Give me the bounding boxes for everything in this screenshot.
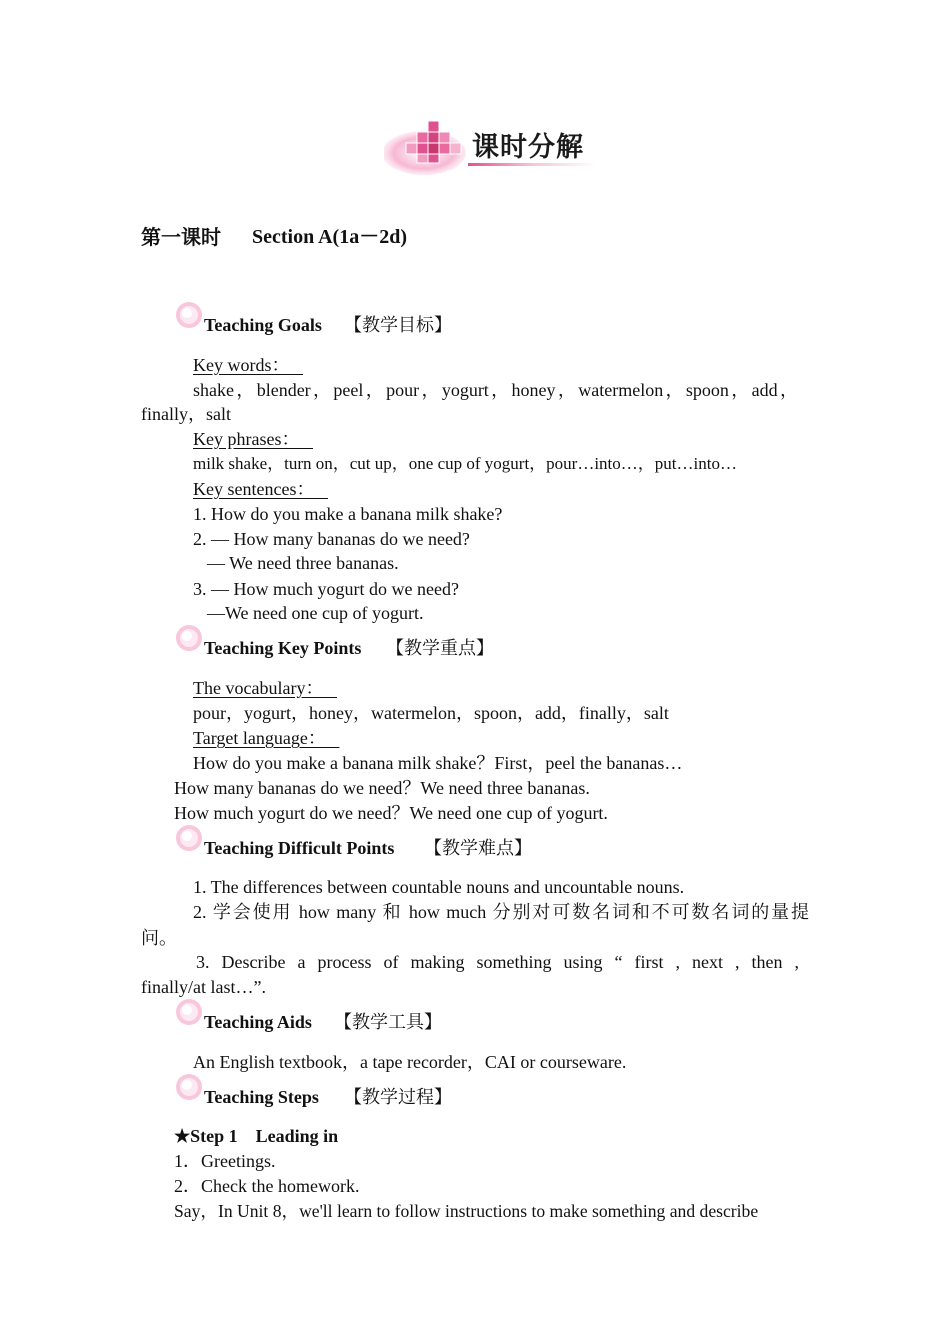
- vocab-label: The vocabulary：: [193, 678, 324, 698]
- flower-bullet-icon: [174, 1072, 204, 1102]
- difficult-title-cn: 【教学难点】: [424, 838, 532, 858]
- lesson-section: Section A(1a－2d): [252, 226, 407, 248]
- key-sentence-1: 1. How do you make a banana milk shake?: [193, 504, 503, 524]
- goals-title-cn: 【教学目标】: [344, 315, 452, 335]
- banner-underline: [468, 163, 596, 166]
- step1-item-2: 2．Check the homework.: [174, 1176, 360, 1196]
- key-sentence-3-q: 3. — How much yogurt do we need?: [193, 579, 459, 599]
- difficult-1: 1. The differences between countable nouns and uncountable nouns.: [193, 877, 685, 897]
- banner-title: 课时分解: [472, 132, 584, 163]
- difficult-2-line1: 2. 学会使用 how many 和 how much 分别对可数名词和不可数名词的量提: [193, 902, 809, 922]
- steps-title: Teaching Steps: [204, 1087, 319, 1107]
- key-points-title-cn: 【教学重点】: [386, 638, 494, 658]
- key-words-label: Key words：: [193, 355, 290, 375]
- flower-bullet-icon: [174, 823, 204, 853]
- key-words-line2: finally，salt: [141, 404, 231, 424]
- target-1: How do you make a banana milk shake？First，peel the bananas…: [193, 753, 683, 773]
- target-2: How many bananas do we need？We need three bananas.: [174, 778, 590, 798]
- difficult-title: Teaching Difficult Points: [204, 838, 395, 858]
- target-label: Target language：: [193, 728, 326, 748]
- key-sentences-label: Key sentences：: [193, 479, 315, 499]
- difficult-3-line1: 3. Describe a process of making something using “ first , next , then ,: [196, 952, 799, 972]
- vocab: pour，yogurt，honey，watermelon，spoon，add，finally，salt: [193, 703, 669, 723]
- cubes-logo-icon: [384, 113, 474, 175]
- header-banner: [384, 113, 600, 175]
- key-sentence-2-a: — We need three bananas.: [207, 553, 399, 573]
- key-words-line1: shake，blender，peel，pour，yogurt，honey，watermelon，spoon，add，: [193, 380, 798, 400]
- step1-heading: ★Step 1 Leading in: [174, 1126, 339, 1146]
- goals-title: Teaching Goals: [204, 315, 322, 335]
- step1-item-1: 1．Greetings.: [174, 1151, 276, 1171]
- target-3: How much yogurt do we need？We need one cup of yogurt.: [174, 803, 608, 823]
- flower-bullet-icon: [174, 997, 204, 1027]
- key-phrases: milk shake，turn on，cut up，one cup of yogurt，pour…into…，put…into…: [193, 454, 737, 473]
- key-points-title: Teaching Key Points: [204, 638, 362, 658]
- flower-bullet-icon: [174, 623, 204, 653]
- key-sentence-2-q: 2. — How many bananas do we need?: [193, 529, 470, 549]
- flower-bullet-icon: [174, 300, 204, 330]
- difficult-2-line2: 问。: [141, 928, 177, 948]
- aids-text: An English textbook，a tape recorder，CAI or courseware.: [193, 1052, 627, 1072]
- lesson-label: 第一课时: [141, 225, 221, 249]
- steps-title-cn: 【教学过程】: [344, 1087, 452, 1107]
- difficult-3-line2: finally/at last…”.: [141, 977, 266, 997]
- step1-say: Say，In Unit 8，we'll learn to follow instructions to make something and describe: [174, 1201, 759, 1221]
- key-phrases-label: Key phrases：: [193, 429, 300, 449]
- aids-title-cn: 【教学工具】: [334, 1012, 442, 1032]
- aids-title: Teaching Aids: [204, 1012, 312, 1032]
- key-sentence-3-a: —We need one cup of yogurt.: [207, 603, 424, 623]
